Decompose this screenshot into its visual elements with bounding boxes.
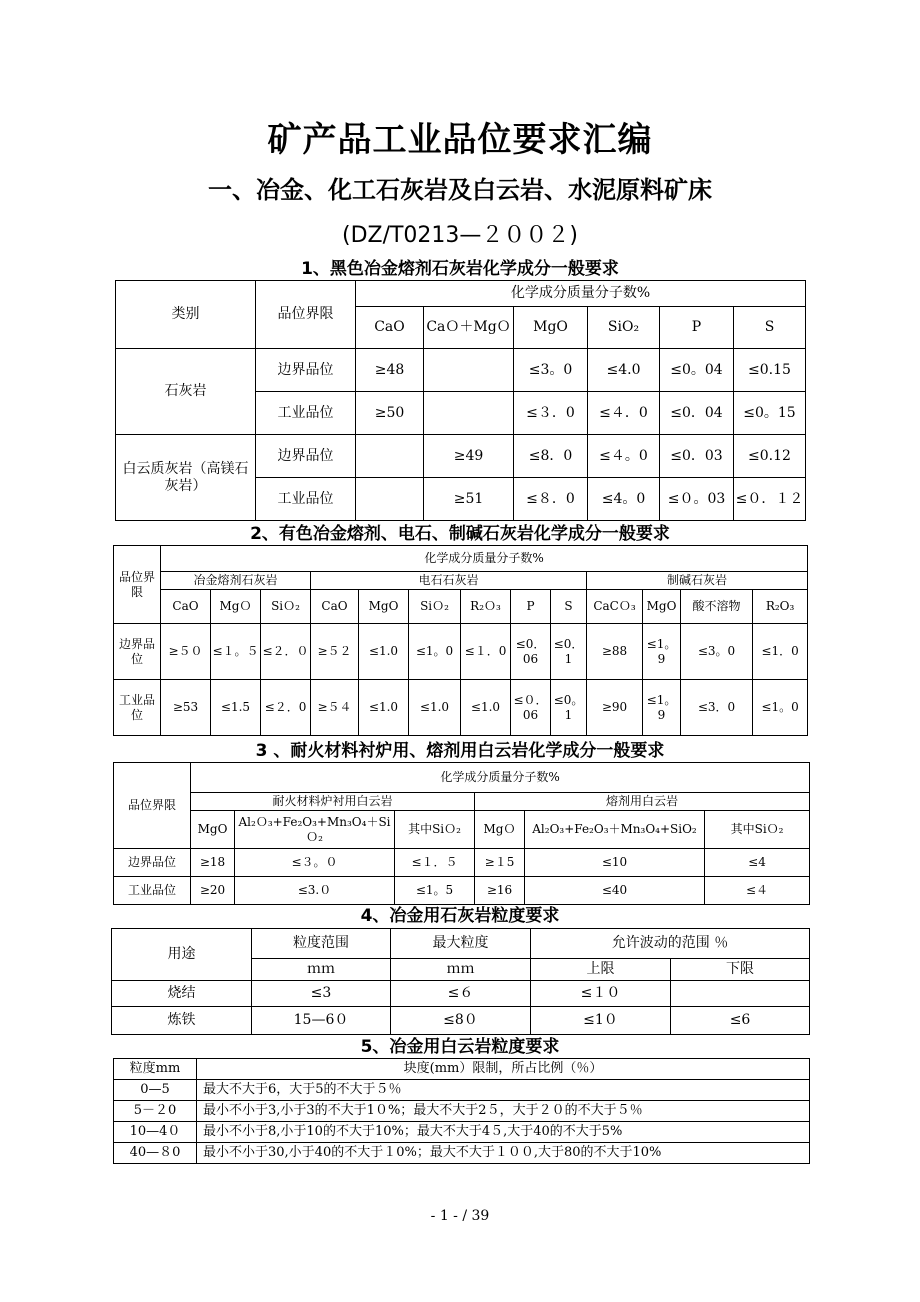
table2-col: CaCＯ₃ [587,590,643,624]
table5-desc: 最大不大于6，大于5的不大于５％ [197,1080,810,1101]
table3-cell: ≥１5 [475,849,525,877]
table5-desc: 最小不小于8,小于10的不大于10%；最大不大于4５,大于40的不大于5% [197,1122,810,1143]
table2-cell: ≤0．1 [551,624,587,680]
table2 [113,545,808,736]
table5-size: 40—８0 [114,1143,197,1164]
table4-cell: ≤8０ [391,1007,531,1035]
table2-cell: ≥５０ [161,624,211,680]
table2-cell: ≤1。9 [643,680,681,736]
table1-grade: 工业品位 [256,478,356,521]
table2-col: SiＯ₂ [261,590,311,624]
table4-head-max-unit: ｍｍ [391,959,531,981]
table3-cell: ≤1。5 [395,877,475,905]
table3-cell: ≤４ [705,877,810,905]
table1-cell: ≤3。0 [514,349,588,392]
table1-cell [424,392,514,435]
table3-col: Al₂O₃+Fe₂O₃＋Mn₃O₄+SiO₂ [525,811,705,849]
table2-cell: ≥５４ [311,680,359,736]
table2-heading: 2、有色冶金熔剂、电石、制碱石灰岩化学成分一般要求 [250,524,670,544]
table2-cell: ≤0。1 [551,680,587,736]
table2-cell: ≤1．0 [753,624,808,680]
table1-col: S [734,307,806,349]
table2-cell: ≤０．06 [511,680,551,736]
table3-cell: ≤３。０ [235,849,395,877]
table1-cell: ≤0。04 [660,349,734,392]
table1-cell [356,478,424,521]
table5-size: 10—4０ [114,1122,197,1143]
table4-head-fluct: 允许波动的范围 ％ [531,929,810,959]
table1-cell: ≤0.12 [734,435,806,478]
table1-cell: ≤8．0 [514,435,588,478]
table1-grade: 工业品位 [256,392,356,435]
table3-subhead: 熔剂用白云岩 [475,793,810,811]
table2-cell: ≥53 [161,680,211,736]
table2-cell: ≤２．０ [261,624,311,680]
table3-col: MgＯ [475,811,525,849]
table5-desc: 最小不小于3,小于3的不大于1０%；最大不大于2５，大于２０的不大于５％ [197,1101,810,1122]
table3-head-grade: 品位界限 [114,763,191,849]
table5-head-desc: 块度(mm）限制，所占比例（％） [197,1059,810,1080]
table3 [113,762,810,905]
page-number: - 1 - / 39 [430,1208,490,1224]
table2-subhead: 冶金熔剂石灰岩 [161,572,311,590]
table1-cell: ≤4.0 [588,349,660,392]
table1-group-name: 石灰岩 [116,349,256,435]
table1-heading: 1、黑色冶金熔剂石灰岩化学成分一般要求 [301,259,619,279]
table1-cell: ≤０．１２ [734,478,806,521]
table2-col: MgＯ [211,590,261,624]
table3-col: MgO [191,811,235,849]
table2-head-grade: 品位界限 [114,546,161,624]
table5 [113,1058,810,1164]
table1-cell: ≤４．0 [588,392,660,435]
table5-desc: 最小不小于30,小于40的不大于１0%；最大不大于１００,大于80的不大于10% [197,1143,810,1164]
table1-grade: 边界品位 [256,435,356,478]
table4-use: 炼铁 [112,1007,252,1035]
table3-col: 其中SiＯ₂ [395,811,475,849]
table2-cell: ≤1.0 [409,680,461,736]
table3-cell: ≤40 [525,877,705,905]
table1-cell: ≤４。0 [588,435,660,478]
table1-cell: ≥51 [424,478,514,521]
table3-col: 其中SiＯ₂ [705,811,810,849]
table1-head-grade: 品位界限 [256,281,356,349]
table5-size: 5－２0 [114,1101,197,1122]
table2-col: P [511,590,551,624]
table1-cell [356,435,424,478]
table2-cell: ≤1。0 [753,680,808,736]
table4-cell: ≤1０ [531,1007,671,1035]
table1-col: P [660,307,734,349]
table1-head-group: 化学成分质量分子数% [356,281,806,307]
table1-cell: ≥48 [356,349,424,392]
table1-cell: ≤4。0 [588,478,660,521]
page-subtitle: 一、冶金、化工石灰岩及白云岩、水泥原料矿床 [208,176,712,204]
table3-cell: ≥18 [191,849,235,877]
table1-group-name: 白云质灰岩（高镁石灰岩） [116,435,256,521]
table5-head-size: 粒度mm [114,1059,197,1080]
table4-head-use: 用途 [112,929,252,981]
table1-head-category: 类别 [116,281,256,349]
table2-subhead: 电石石灰岩 [311,572,587,590]
table1-cell: ≥49 [424,435,514,478]
table2-cell: ≥90 [587,680,643,736]
table4-cell: ≤１０ [531,981,671,1007]
table2-col: MgO [643,590,681,624]
table1-cell: ≤８．0 [514,478,588,521]
table2-col: CaO [161,590,211,624]
table2-col: 酸不溶物 [681,590,753,624]
table2-cell: ≤0．06 [511,624,551,680]
table4-head-range: 粒度范围 [252,929,391,959]
table1-cell: ≤0。15 [734,392,806,435]
table5-size: 0—5 [114,1080,197,1101]
table1-col: CaO [356,307,424,349]
table3-grade: 工业品位 [114,877,191,905]
table1-grade: 边界品位 [256,349,356,392]
table4-cell: 15—6０ [252,1007,391,1035]
table2-head-group: 化学成分质量分子数% [161,546,808,572]
table4-heading: 4、冶金用石灰岩粒度要求 [360,906,560,926]
table2-cell: ≤3．0 [681,680,753,736]
table4-head-lower: 下限 [671,959,810,981]
table2-cell: ≤1.5 [211,680,261,736]
table1 [115,280,806,521]
table1-col: SiO₂ [588,307,660,349]
table1-col: MgO [514,307,588,349]
table3-cell: ≤3.０ [235,877,395,905]
table4-head-range-unit: ｍｍ [252,959,391,981]
table3-cell: ≤１．５ [395,849,475,877]
table5-heading: 5、冶金用白云岩粒度要求 [360,1037,560,1057]
table1-cell: ≤0.15 [734,349,806,392]
table2-cell: ≥88 [587,624,643,680]
table2-grade: 边界品位 [114,624,161,680]
table2-cell: ≤1。9 [643,624,681,680]
table2-col: SiＯ₂ [409,590,461,624]
table4-cell: ≤６ [391,981,531,1007]
table4-cell: ≤3 [252,981,391,1007]
table4 [111,928,810,1035]
table4-use: 烧结 [112,981,252,1007]
standard-code: (DZ/T0213—２００２) [341,223,579,248]
table2-col: S [551,590,587,624]
table2-grade: 工业品位 [114,680,161,736]
table1-col: CaＯ＋MgＯ [424,307,514,349]
table2-col: R₂O₃ [753,590,808,624]
table1-cell: ≤0．04 [660,392,734,435]
table3-cell: ≥16 [475,877,525,905]
table2-cell: ≤1.0 [359,680,409,736]
table1-cell [424,349,514,392]
table1-cell: ≤0．03 [660,435,734,478]
table4-head-max: 最大粒度 [391,929,531,959]
table2-cell: ≤1.0 [461,680,511,736]
table3-grade: 边界品位 [114,849,191,877]
table1-cell: ≥50 [356,392,424,435]
table1-cell: ≤０。03 [660,478,734,521]
table3-cell: ≤10 [525,849,705,877]
table2-cell: ≤１。５ [211,624,261,680]
table2-col: MgO [359,590,409,624]
page-title: 矿产品工业品位要求汇编 [267,120,653,160]
table4-cell [671,981,810,1007]
table2-col: CaO [311,590,359,624]
table2-subhead: 制碱石灰岩 [587,572,808,590]
table2-cell: ≤1.0 [359,624,409,680]
table3-heading: 3 、耐火材料衬炉用、熔剂用白云岩化学成分一般要求 [255,741,665,761]
table3-cell: ≥20 [191,877,235,905]
table3-head-group: 化学成分质量分子数% [191,763,810,793]
table2-cell: ≤3。0 [681,624,753,680]
table3-subhead: 耐火材料炉衬用白云岩 [191,793,475,811]
table3-col: Al₂Ｏ₃+Fe₂O₃+Mn₃O₄＋SiＯ₂ [235,811,395,849]
table1-cell: ≤３．0 [514,392,588,435]
table2-col: R₂Ｏ₃ [461,590,511,624]
table2-cell: ≤1。0 [409,624,461,680]
table4-head-upper: 上限 [531,959,671,981]
table2-cell: ≥５２ [311,624,359,680]
table2-cell: ≤１．0 [461,624,511,680]
table4-cell: ≤6 [671,1007,810,1035]
table3-cell: ≤4 [705,849,810,877]
table2-cell: ≤２．0 [261,680,311,736]
